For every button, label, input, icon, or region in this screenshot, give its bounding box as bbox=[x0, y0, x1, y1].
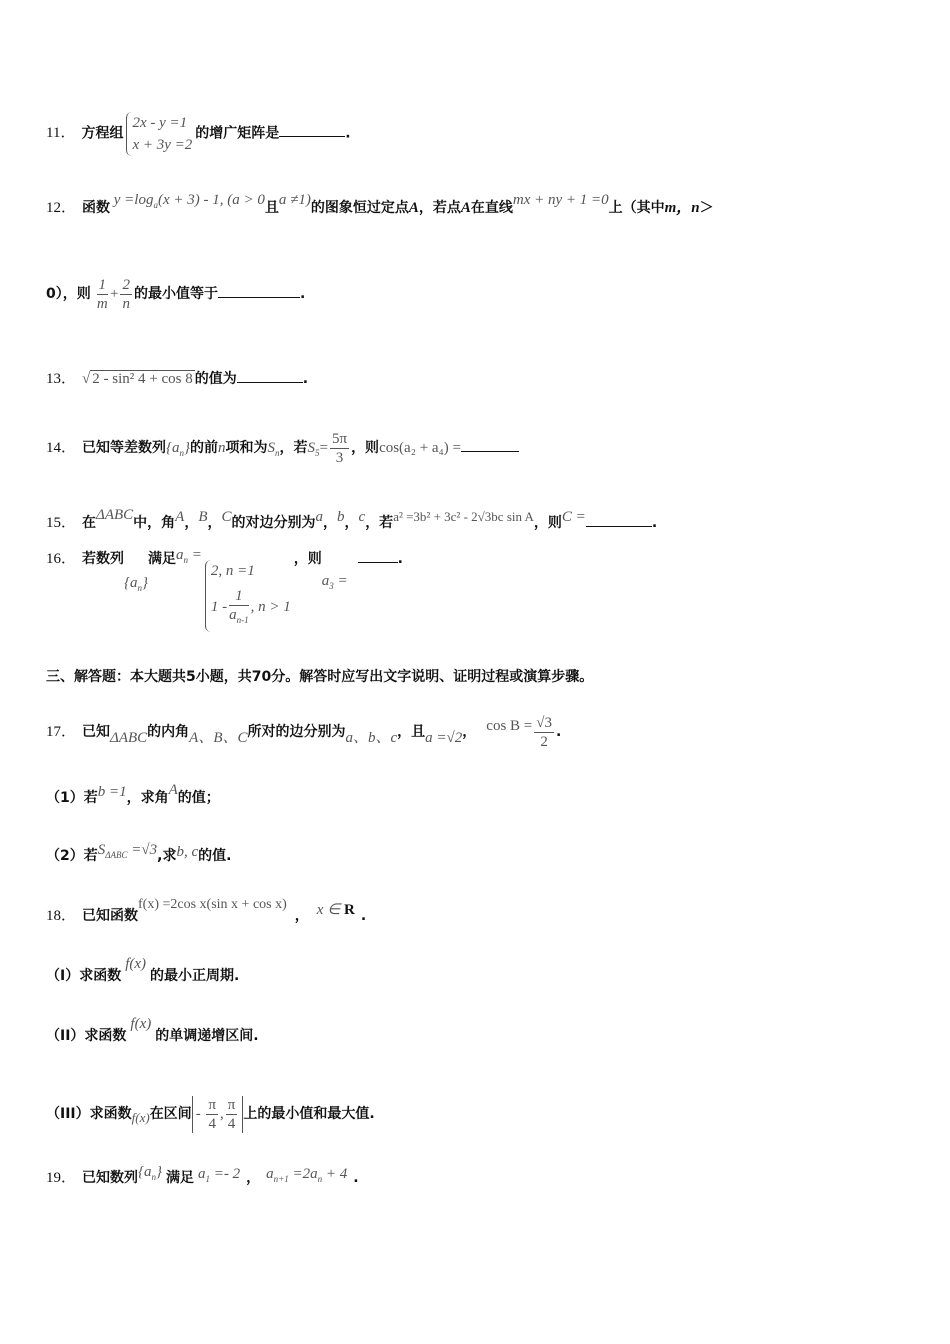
domain: x ∈ bbox=[316, 902, 341, 918]
question-text: （I）求函数 bbox=[46, 968, 122, 984]
case-2 bbox=[211, 582, 291, 632]
punct: . bbox=[345, 125, 351, 142]
function-expr: f(x) =2cos x(sin x + cos x) bbox=[138, 897, 287, 912]
question-text: ， bbox=[294, 908, 309, 924]
b-value: b =1 bbox=[97, 784, 127, 800]
question-text: 已知等差数列 bbox=[82, 439, 167, 456]
denominator: 4 bbox=[208, 1116, 216, 1132]
numerator: 1 bbox=[98, 277, 106, 293]
minus-sign: - bbox=[195, 1105, 201, 1122]
point-a: A bbox=[460, 200, 471, 216]
question-text: ， bbox=[462, 723, 477, 740]
question-number: 14． bbox=[46, 439, 77, 456]
question-number: 13． bbox=[46, 371, 77, 387]
question-number: 19． bbox=[46, 1170, 77, 1186]
question-text: 所对的边分别为 bbox=[247, 723, 346, 740]
symbol: a bbox=[172, 439, 180, 456]
cos-expr: cos(a₂ + a₄) = bbox=[379, 439, 461, 456]
question-text: 已知 bbox=[82, 723, 111, 740]
question-text: 在直线 bbox=[470, 200, 513, 216]
question-18-part-1 bbox=[46, 956, 240, 986]
fraction-2-over-n bbox=[120, 276, 132, 313]
symbol: a bbox=[198, 1166, 206, 1182]
question-number: 11． bbox=[46, 125, 76, 142]
symbol: a bbox=[321, 573, 330, 589]
plus-sign: + bbox=[110, 285, 119, 302]
question-text: ，则 bbox=[293, 551, 322, 567]
question-text: ，则 bbox=[351, 439, 380, 456]
question-text: （III）求函数 bbox=[46, 1105, 132, 1122]
question-text: ， bbox=[246, 1170, 261, 1186]
question-12 bbox=[46, 192, 714, 223]
fraction-sqrt3-over-2 bbox=[534, 714, 554, 751]
subscript: n+1 bbox=[273, 1174, 289, 1184]
question-text: 若数列 bbox=[82, 551, 125, 567]
question-text: 满足 bbox=[148, 551, 177, 567]
question-text: 方程组 bbox=[81, 125, 124, 142]
question-18-part-2 bbox=[46, 1016, 259, 1046]
numerator: 1 bbox=[229, 587, 249, 606]
angle-a: A bbox=[175, 509, 185, 525]
b-c: b, c bbox=[176, 844, 199, 860]
f-x: f(x) bbox=[130, 1016, 152, 1032]
sequence-a-n: $\{a_n\}$ bbox=[138, 1164, 163, 1182]
answer-blank[interactable] bbox=[279, 122, 345, 137]
question-number: 16． bbox=[46, 551, 77, 567]
question-text: ,求 bbox=[157, 848, 177, 864]
question-text: ，则 bbox=[533, 515, 562, 531]
fraction-5pi-over-3 bbox=[330, 430, 349, 467]
question-text: 且 bbox=[264, 200, 279, 216]
symbol: S bbox=[267, 439, 276, 456]
sqrt-expr: √ 2 - sin² 4 + cos 8 bbox=[82, 371, 193, 387]
subscript: ΔABC bbox=[105, 850, 128, 860]
a-1: $a_1 =- 2$ bbox=[198, 1166, 241, 1184]
point-a: A bbox=[408, 200, 419, 216]
symbol: S bbox=[307, 439, 316, 456]
denominator bbox=[229, 606, 249, 629]
angle-b: B bbox=[198, 509, 208, 525]
question-text: 的增广矩阵是 bbox=[195, 125, 280, 142]
subscript: n bbox=[317, 1174, 323, 1184]
answer-c: C = bbox=[561, 509, 586, 525]
expr-part: + 4 bbox=[325, 1166, 348, 1182]
question-13 bbox=[46, 368, 308, 389]
function-expr bbox=[114, 192, 265, 208]
question-19 bbox=[46, 1164, 359, 1193]
equals: = bbox=[337, 573, 348, 589]
triangle-abc: ΔABC bbox=[96, 507, 134, 523]
punct: . bbox=[360, 908, 367, 924]
question-text: 项和为 bbox=[225, 439, 268, 456]
question-text: 上（其中 bbox=[608, 200, 665, 216]
question-text: 已知数列 bbox=[82, 1170, 139, 1186]
symbol: a bbox=[266, 1166, 274, 1182]
question-text: （1）若 bbox=[46, 790, 98, 806]
symbol: a bbox=[144, 1164, 152, 1180]
f-x: f(x) bbox=[125, 956, 147, 972]
symbol-n: n bbox=[218, 439, 226, 456]
subscript: n-1 bbox=[236, 614, 249, 625]
answer-blank[interactable] bbox=[586, 512, 652, 527]
piecewise bbox=[205, 560, 291, 632]
numerator: √3 bbox=[536, 715, 552, 731]
value: =- 2 bbox=[213, 1166, 241, 1182]
sequence-a-n: $\{a_n\}$ bbox=[124, 575, 149, 593]
recurrence bbox=[266, 1166, 347, 1182]
side-c: c bbox=[358, 509, 366, 525]
question-text: 的最小正周期. bbox=[150, 968, 240, 984]
side-b: b bbox=[337, 509, 345, 525]
equals: = bbox=[319, 439, 328, 456]
question-text: ，若 bbox=[365, 515, 394, 531]
punct: . bbox=[397, 551, 403, 567]
numerator: 2 bbox=[122, 277, 130, 293]
punct: . bbox=[555, 723, 562, 740]
question-text: ，若 bbox=[279, 439, 308, 456]
equation-system bbox=[126, 112, 192, 156]
case-1: 2, n =1 bbox=[210, 563, 255, 579]
question-18 bbox=[46, 897, 367, 927]
punct: . bbox=[299, 285, 306, 302]
question-number: 18． bbox=[46, 908, 77, 924]
symbol: a bbox=[130, 575, 138, 591]
denominator: 4 bbox=[227, 1116, 236, 1132]
equals-value: =√3 bbox=[131, 842, 158, 858]
a-value: a =√2 bbox=[425, 729, 463, 746]
a-3: $a_3$ = bbox=[321, 573, 348, 591]
expr-part: , n > 1 bbox=[250, 599, 291, 615]
question-text: 0） bbox=[46, 285, 63, 302]
cos-b: cos B = bbox=[486, 717, 533, 734]
question-text: 的内角 bbox=[147, 723, 190, 740]
denominator: n bbox=[122, 296, 130, 312]
question-text: （II）求函数 bbox=[46, 1028, 127, 1044]
question-15: 15． 在ΔABC中，角A，B，C的对边分别为a，b，c，若a² =3b² + 3c² - 2√3bc sin A，则C = . bbox=[46, 507, 658, 531]
question-18-part-3 bbox=[46, 1096, 375, 1133]
question-text: 的值. bbox=[198, 848, 232, 864]
sum-s-n: $S_n$ bbox=[267, 439, 280, 458]
sides: a、b、c bbox=[345, 729, 398, 746]
line-equation: mx + ny + 1 =0 bbox=[512, 192, 609, 208]
angle-c: C bbox=[221, 509, 232, 525]
question-text: 在区间 bbox=[149, 1105, 192, 1122]
punct: . bbox=[651, 515, 658, 531]
fraction-1-over-m bbox=[97, 276, 109, 313]
equation-2: x + 3y =2 bbox=[132, 137, 193, 153]
log-base: a bbox=[153, 200, 158, 210]
question-text: 的单调递增区间. bbox=[155, 1028, 259, 1044]
denominator: 3 bbox=[335, 450, 344, 466]
numerator: 5π bbox=[331, 431, 348, 447]
question-text: 的前 bbox=[190, 439, 219, 456]
question-text: （2）若 bbox=[46, 848, 98, 864]
question-text: 的值为 bbox=[194, 371, 237, 387]
question-number: 15． bbox=[46, 515, 77, 531]
question-number: 17． bbox=[46, 723, 77, 740]
expr-part: (x + 3) - 1, (a > 0 bbox=[157, 192, 265, 208]
expr-part: y =log bbox=[113, 192, 154, 208]
question-12-cont bbox=[46, 276, 305, 313]
triangle-abc: ΔABC bbox=[110, 729, 148, 746]
question-text: ，且 bbox=[397, 723, 426, 740]
f-x: f(x) bbox=[131, 1109, 150, 1125]
real-numbers: R bbox=[344, 902, 355, 918]
question-text: 的最小值等于 bbox=[133, 285, 218, 302]
condition-expr: a² =3b² + 3c² - 2√3bc sin A bbox=[393, 509, 534, 524]
question-text: ＞ bbox=[699, 200, 714, 216]
condition: a ≠1) bbox=[278, 192, 311, 208]
radicand: 2 - sin² 4 + cos 8 bbox=[92, 371, 193, 387]
punct: . bbox=[302, 371, 309, 387]
lhs-a-n: $a_n$ = bbox=[176, 547, 202, 565]
question-14 bbox=[46, 430, 519, 467]
variables: m，n bbox=[664, 200, 700, 216]
interval: - $\frac{\pi}{4}$ , $\frac{\pi}{4}$ bbox=[192, 1096, 244, 1133]
question-text: 中，角 bbox=[133, 515, 176, 531]
symbol: a bbox=[176, 547, 184, 563]
symbol: S bbox=[97, 842, 106, 858]
sequence-a-n: $\{a_n\}$ bbox=[166, 439, 191, 458]
answer-blank[interactable] bbox=[237, 368, 303, 383]
answer-blank[interactable] bbox=[358, 548, 398, 563]
answer-blank[interactable] bbox=[218, 283, 300, 298]
question-text: 满足 bbox=[166, 1170, 195, 1186]
section-heading: 三、解答题：本大题共5小题，共70分。解答时应写出文字说明、证明过程或演算步骤。 bbox=[46, 669, 594, 685]
question-text: 的对边分别为 bbox=[231, 515, 316, 531]
question-17 bbox=[46, 714, 561, 751]
answer-blank[interactable] bbox=[461, 437, 519, 452]
question-16 bbox=[46, 547, 403, 632]
denominator: m bbox=[96, 296, 108, 312]
side-a: a bbox=[315, 509, 324, 525]
equation-1: 2x - y =1 bbox=[132, 115, 188, 131]
question-text: 上的最小值和最大值. bbox=[243, 1105, 375, 1122]
question-11 bbox=[46, 112, 351, 156]
question-text: ，求角 bbox=[126, 790, 169, 806]
punct: . bbox=[353, 1170, 359, 1186]
symbol: a bbox=[229, 606, 237, 623]
question-number: 12． bbox=[46, 200, 77, 216]
angle-a: A bbox=[168, 782, 178, 798]
question-text: 在 bbox=[82, 515, 97, 531]
question-17-part-1 bbox=[46, 782, 220, 808]
question-text: ，则 bbox=[62, 285, 91, 302]
question-text: 函数 bbox=[82, 200, 111, 216]
expr-part: =2a bbox=[292, 1166, 318, 1182]
question-text: ，若点 bbox=[418, 200, 461, 216]
question-17-part-2 bbox=[46, 842, 232, 871]
question-text: 的图象恒过定点 bbox=[310, 200, 409, 216]
question-text: 的值； bbox=[177, 790, 220, 806]
question-text: 已知函数 bbox=[82, 908, 139, 924]
numerator: π bbox=[227, 1097, 236, 1113]
angles: A、B、C bbox=[189, 729, 248, 746]
numerator: π bbox=[208, 1097, 217, 1113]
sum-s-5: $S_5$ bbox=[307, 439, 320, 458]
denominator: 2 bbox=[540, 734, 548, 750]
expr-part: 1 - bbox=[210, 599, 228, 615]
area-expr bbox=[98, 842, 157, 858]
